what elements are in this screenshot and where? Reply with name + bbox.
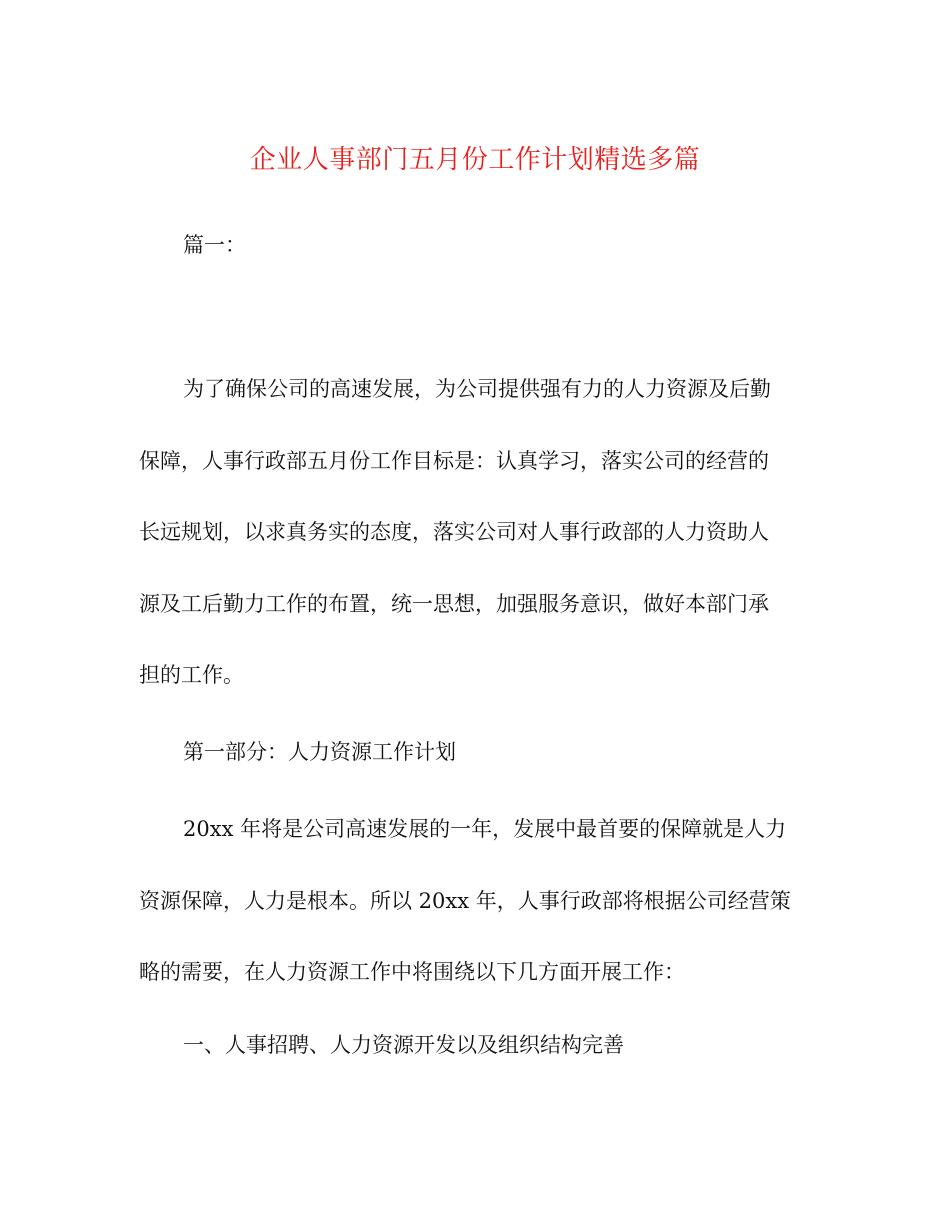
document-title: 企业人事部门五月份工作计划精选多篇 [249,145,701,175]
paragraph-1-line: 源及工后勤力工作的布置，统一思想，加强服务意识，做好本部门承 [139,591,769,616]
section-label: 篇一： [183,233,246,257]
paragraph-2 [139,794,811,1009]
item-heading: 一、人事招聘、人力资源开发以及组织结构完善 [183,1033,624,1057]
paragraph-1-line: 保障，人事行政部五月份工作目标是：认真学习，落实公司的经营的 [139,448,769,473]
paragraph-2-line: 资源保障，人力是根本。所以 20xx 年，人事行政部将根据公司经营策 [139,888,791,913]
paragraph-2-line: 20xx 年将是公司高速发展的一年，发展中最首要的保障就是人力 [183,817,787,841]
paragraph-1-line: 长远规划，以求真务实的态度，落实公司对人事行政部的人力资助人 [139,520,769,544]
paragraph-1-line: 担的工作。 [139,663,244,687]
paragraph-2-line: 略的需要，在人力资源工作中将围绕以下几方面开展工作： [139,960,685,984]
paragraph-1 [139,354,811,712]
paragraph-1-line: 为了确保公司的高速发展，为公司提供强有力的人力资源及后勤 [183,377,771,401]
part-heading: 第一部分：人力资源工作计划 [183,740,456,764]
